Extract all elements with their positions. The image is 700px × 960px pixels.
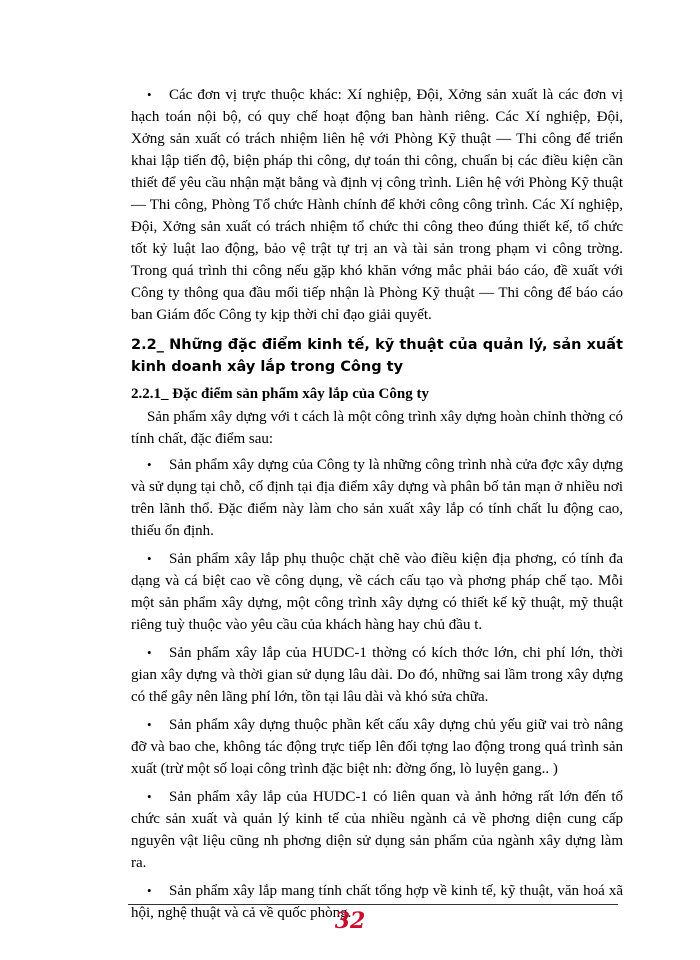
bullet-icon: •	[147, 551, 152, 566]
subsection-heading: 2.2.1_ Đặc điểm sản phẩm xây lắp của Công ty	[131, 386, 429, 402]
bullet-icon: •	[147, 717, 152, 732]
bullet-icon: •	[147, 789, 152, 804]
bullet-icon: •	[147, 87, 152, 102]
bullet-text: Sản phẩm xây lắp của HUDC-1 có liên quan và ảnh hởng rất lớn đến tổ chức sản xuất và quản lý kinh tế của nhiều ngành cả về phơng diện cung cấp nguyên vật liệu cũng nh phơng diện sử dụng sản phẩm của ngành xây dựng làm ra.	[131, 789, 623, 871]
bullet-icon: •	[147, 883, 152, 898]
bullet-icon: •	[147, 645, 152, 660]
paragraph-text: Các đơn vị trực thuộc khác: Xí nghiệp, Đội, Xởng sản xuất là các đơn vị hạch toán nội bộ, có quy chế hoạt động ban hành riêng. Các Xí nghiệp, Đội, Xởng sản xuất có trách nhiệm liên hệ với Phòng Kỹ thuật — Thi công để triển khai lập tiến độ, biện pháp thi công, dự toán thi công, chuẩn bị các điều kiện cần thiết để yêu cầu nhận mặt bằng và định vị công trình. Liên hệ với Phòng Kỹ thuật — Thi công, Phòng Tổ chức Hành chính để khởi công công trình. Các Xí nghiệp, Đội, Xởng sản xuất có trách nhiệm tổ chức thi công theo đúng thiết kế, tổ chức tốt kỷ luật lao động, bảo vệ trật tự trị an và tài sản trong phạm vi công trờng. Trong quá trình thi công nếu gặp khó khăn vớng mắc phải báo cáo, đề xuất với Công ty thông qua đầu mối tiếp nhận là Phòng Kỹ thuật — Thi công để báo cáo ban Giám đốc Công ty kịp thời chỉ đạo giải quyết.	[131, 87, 623, 323]
page-number: 32	[334, 908, 366, 934]
paragraph-subsidiary-units	[131, 84, 623, 326]
bullet-item	[131, 642, 623, 708]
bullet-text: Sản phẩm xây dựng thuộc phần kết cấu xây dựng chủ yếu giữ vai trò nâng đỡ và bao che, không tác động trực tiếp lên đối tợng lao động trong quá trình sản xuất (trừ một số loại công trình đặc biệt nh: đờng ống, lò luyện gang.. )	[131, 717, 623, 777]
bullet-item	[131, 786, 623, 874]
bullet-text: Sản phẩm xây lắp của HUDC-1 thờng có kích thớc lớn, chi phí lớn, thời gian xây dựng và thời gian sử dụng lâu dài. Do đó, những sai lầm trong xây dựng có thể gây nên lãng phí lớn, tồn tại lâu dài và khó sửa chữa.	[131, 645, 623, 705]
bullet-item	[131, 714, 623, 780]
section-heading: 2.2_ Những đặc điểm kinh tế, kỹ thuật của quản lý, sản xuất kinh doanh xây lắp trong Công ty	[131, 337, 623, 375]
intro-paragraph: Sản phẩm xây dựng với t cách là một công trình xây dựng hoàn chỉnh thờng có tính chất, đặc điểm sau:	[131, 409, 623, 447]
bullet-text: Sản phẩm xây lắp mang tính chất tổng hợp về kinh tế, kỹ thuật, văn hoá xã hội, nghệ thuật và cả về quốc phòng.	[131, 883, 623, 921]
bullet-icon: •	[147, 457, 152, 472]
bullet-item	[131, 454, 623, 542]
footer-divider	[128, 904, 618, 905]
page-content	[131, 84, 623, 930]
bullet-item	[131, 548, 623, 636]
bullet-text: Sản phẩm xây lắp phụ thuộc chặt chẽ vào điều kiện địa phơng, có tính đa dạng và cá biệt cao về công dụng, về cách cấu tạo và phơng pháp chế tạo. Mỗi một sản phẩm xây dựng, một công trình xây dựng có thiết kế kỹ thuật, mỹ thuật riêng tuỳ thuộc vào yêu cầu của khách hàng hay chủ đầu t.	[131, 551, 623, 633]
bullet-text: Sản phẩm xây dựng của Công ty là những công trình nhà cửa đợc xây dựng và sử dụng tại chỗ, cố định tại địa điểm xây dựng và phân bố tản mạn ở nhiều nơi trên lãnh thổ. Đặc điểm này làm cho sản xuất xây lắp có tính chất lu động cao, thiếu ổn định.	[131, 457, 623, 539]
